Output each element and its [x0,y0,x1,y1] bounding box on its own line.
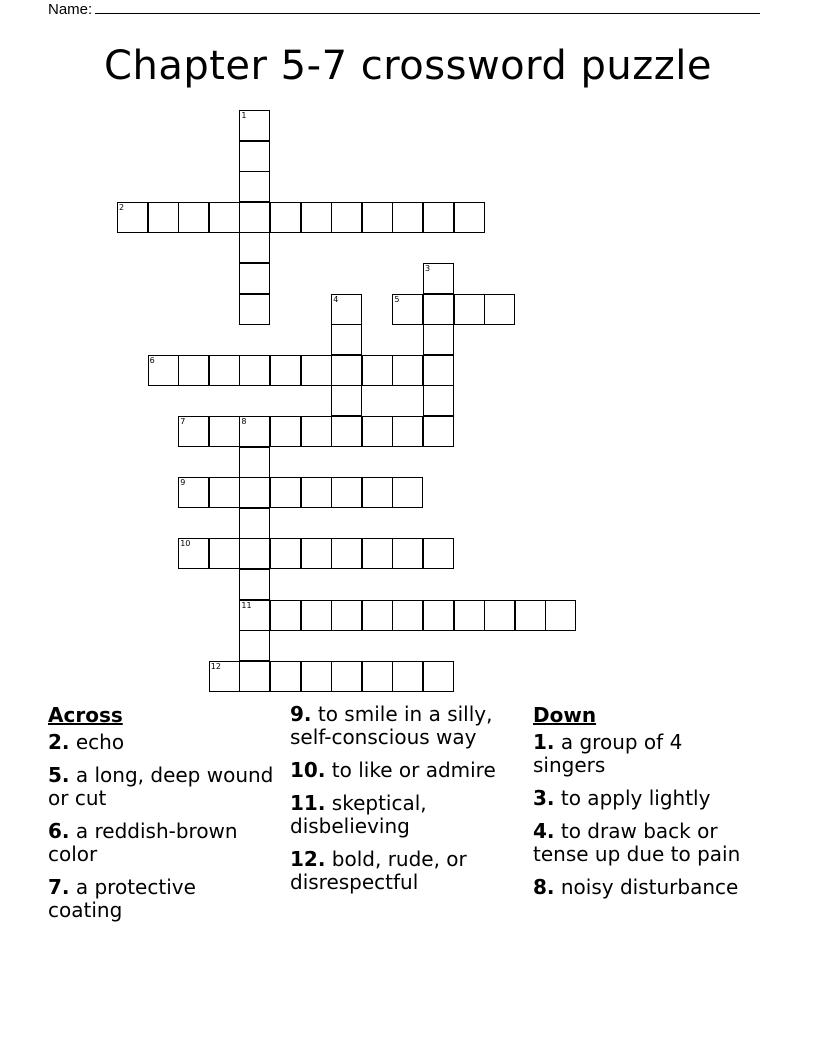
cell-number: 11 [241,600,252,610]
grid-cell[interactable] [362,661,393,692]
name-label: Name: [48,1,93,18]
grid-cell[interactable] [239,508,270,539]
grid-cell[interactable] [331,324,362,355]
cell-number: 9 [180,478,186,488]
grid-cell[interactable] [239,538,270,569]
grid-cell[interactable] [331,355,362,386]
grid-cell[interactable] [270,600,301,631]
grid-cell[interactable] [331,294,362,325]
grid-cell[interactable] [423,355,454,386]
grid-cell[interactable] [148,355,179,386]
grid-cell[interactable] [209,661,240,692]
grid-cell[interactable] [209,538,240,569]
clue-across-11: 11. skeptical, disbelieving [290,791,427,838]
grid-cell[interactable] [239,202,270,233]
grid-cell[interactable] [545,600,576,631]
clue-across-5: 5. a long, deep wound or cut [48,763,274,810]
grid-cell[interactable] [239,110,270,141]
grid-cell[interactable] [331,385,362,416]
cell-number: 5 [394,294,400,304]
grid-cell[interactable] [239,355,270,386]
grid-cell[interactable] [392,202,423,233]
grid-cell[interactable] [331,477,362,508]
grid-cell[interactable] [239,600,270,631]
clue-across-2: 2. echo [48,730,125,754]
clue-down-4: 4. to draw back or tense up due to pain [533,819,741,866]
grid-cell[interactable] [209,416,240,447]
clue-across-7: 7. a protective coating [48,875,196,922]
grid-cell[interactable] [362,477,393,508]
grid-cell[interactable] [209,477,240,508]
grid-cell[interactable] [239,661,270,692]
grid-cell[interactable] [331,661,362,692]
grid-cell[interactable] [239,477,270,508]
grid-cell[interactable] [423,202,454,233]
cell-number: 7 [180,417,186,426]
grid-cell[interactable] [423,416,454,447]
across-clues-column-2 [290,703,520,904]
grid-cell[interactable] [423,661,454,692]
grid-cell[interactable] [301,477,332,508]
clue-across-10: 10. to like or admire [290,758,496,782]
across-header: Across [48,703,123,727]
grid-cell[interactable] [362,202,393,233]
grid-cell[interactable] [362,355,393,386]
grid-cell[interactable] [239,416,270,447]
grid-cell[interactable] [423,294,454,325]
clue-across-6: 6. a reddish-brown color [48,819,238,866]
grid-cell[interactable] [239,141,270,172]
grid-cell[interactable] [454,202,485,233]
cell-number: 8 [241,417,247,426]
clue-across-12: 12. bold, rude, or disrespectful [290,847,467,894]
grid-cell[interactable] [301,661,332,692]
grid-cell[interactable] [239,263,270,294]
grid-cell[interactable] [239,294,270,325]
grid-cell[interactable] [239,171,270,202]
grid-cell[interactable] [392,416,423,447]
grid-cell[interactable] [423,263,454,294]
grid-cell[interactable] [239,630,270,661]
grid-cell[interactable] [423,385,454,416]
grid-cell[interactable] [178,416,209,447]
grid-cell[interactable] [484,294,515,325]
grid-cell[interactable] [362,416,393,447]
grid-cell[interactable] [484,600,515,631]
grid-cell[interactable] [270,416,301,447]
grid-cell[interactable] [331,202,362,233]
cell-number: 1 [241,111,247,120]
grid-cell[interactable] [423,324,454,355]
grid-cell[interactable] [270,202,301,233]
grid-cell[interactable] [392,661,423,692]
cell-number: 6 [149,355,155,365]
grid-cell[interactable] [392,294,423,325]
grid-cell[interactable] [423,600,454,631]
cell-number: 3 [425,264,431,273]
page-title: Chapter 5-7 crossword puzzle [104,43,712,89]
grid-cell[interactable] [239,447,270,478]
grid-cell[interactable] [178,538,209,569]
clue-across-9: 9. to smile in a silly, self-conscious way [290,702,493,749]
grid-cell[interactable] [209,202,240,233]
grid-cell[interactable] [178,355,209,386]
across-clues-column-1 [48,703,276,932]
grid-cell[interactable] [331,538,362,569]
grid-cell[interactable] [270,538,301,569]
grid-cell[interactable] [515,600,546,631]
grid-cell[interactable] [270,661,301,692]
clue-down-3: 3. to apply lightly [533,786,711,810]
grid-cell[interactable] [392,600,423,631]
down-clues-column [533,703,748,909]
cell-number: 10 [180,539,191,549]
cell-number: 4 [333,294,339,304]
grid-cell[interactable] [362,600,393,631]
grid-cell[interactable] [454,294,485,325]
grid-cell[interactable] [392,355,423,386]
grid-cell[interactable] [178,477,209,508]
grid-cell[interactable] [301,355,332,386]
grid-cell[interactable] [209,355,240,386]
grid-cell[interactable] [423,538,454,569]
grid-cell[interactable] [148,202,179,233]
down-header: Down [533,703,597,727]
grid-cell[interactable] [178,202,209,233]
grid-cell[interactable] [117,202,148,233]
grid-cell[interactable] [392,477,423,508]
grid-cell[interactable] [331,600,362,631]
grid-cell[interactable] [301,416,332,447]
grid-cell[interactable] [239,569,270,600]
grid-cell[interactable] [239,232,270,263]
grid-cell[interactable] [392,538,423,569]
cell-number: 12 [210,661,221,671]
grid-cell[interactable] [362,538,393,569]
grid-cell[interactable] [270,477,301,508]
grid-cell[interactable] [270,355,301,386]
cell-number: 2 [119,202,125,212]
grid-cell[interactable] [301,538,332,569]
clue-down-8: 8. noisy disturbance [533,875,739,899]
clue-down-1: 1. a group of 4 singers [533,730,683,777]
grid-cell[interactable] [454,600,485,631]
grid-cell[interactable] [301,600,332,631]
grid-cell[interactable] [331,416,362,447]
grid-cell[interactable] [301,202,332,233]
